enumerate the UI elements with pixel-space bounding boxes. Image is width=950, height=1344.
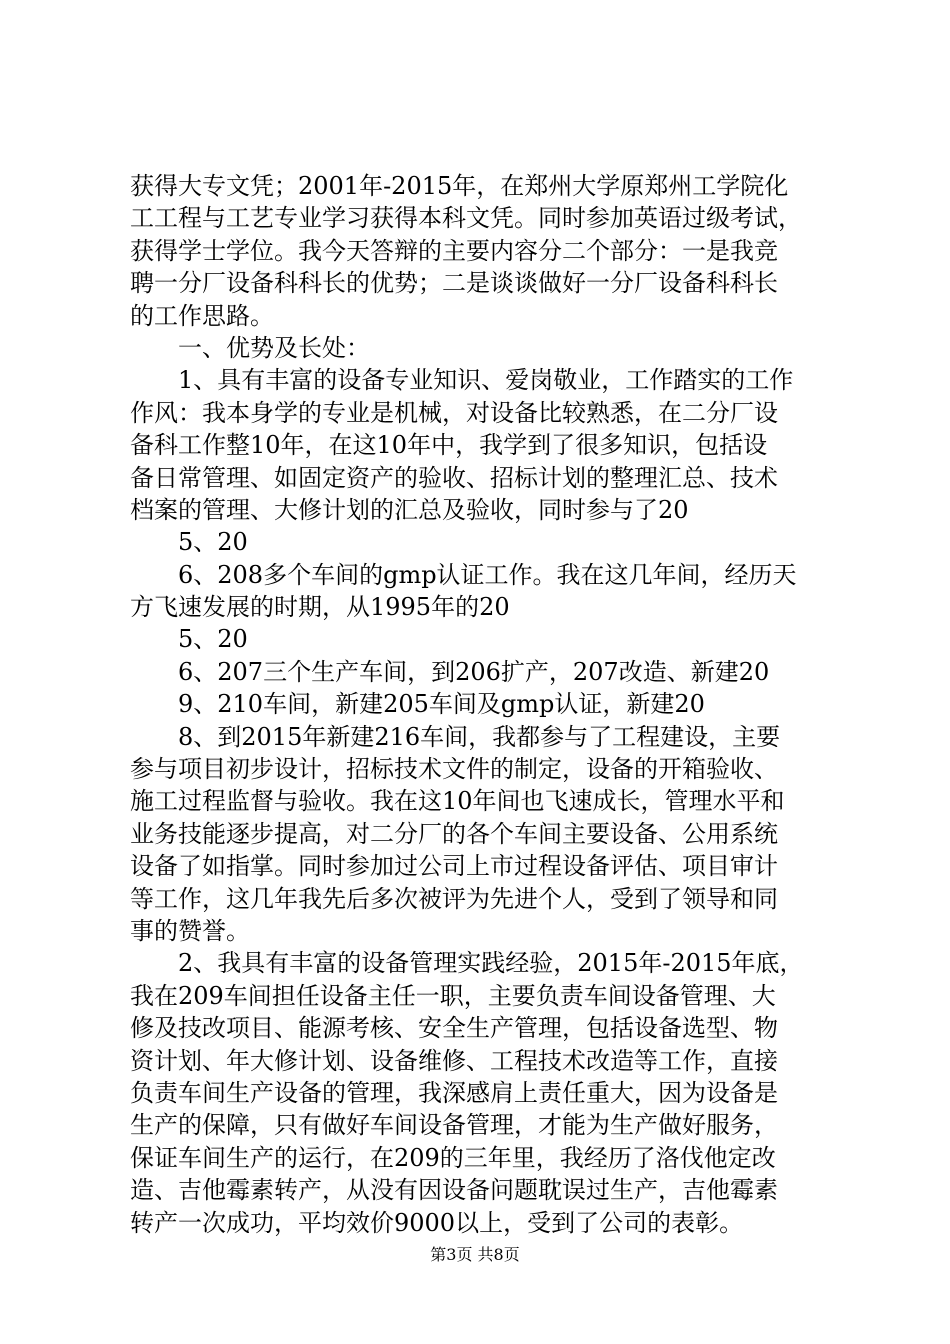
text-line: 备日常管理、如固定资产的验收、招标计划的整理汇总、技术 (130, 463, 778, 492)
text-line: 5、20 (178, 528, 248, 557)
text-line: 6、207三个生产车间，到206扩产，207改造、新建20 (178, 657, 770, 686)
text-line: 备科工作整10年，在这10年中，我学到了很多知识，包括设 (130, 431, 768, 460)
text-line: 获得学士学位。我今天答辩的主要内容分二个部分：一是我竞 (130, 236, 778, 265)
text-line: 设备了如指掌。同时参加过公司上市过程设备评估、项目审计 (130, 852, 778, 881)
text-line: 9、210车间，新建205车间及gmp认证，新建20 (178, 690, 705, 719)
text-line: 业务技能逐步提高，对二分厂的各个车间主要设备、公用系统 (130, 819, 778, 848)
text-line: 施工过程监督与验收。我在这10年间也飞速成长，管理水平和 (130, 787, 785, 816)
text-line: 方飞速发展的时期，从1995年的20 (130, 593, 510, 622)
text-line: 6、208多个车间的gmp认证工作。我在这几年间，经历天 (178, 560, 797, 589)
text-line: 事的赞誉。 (130, 916, 250, 945)
text-line: 等工作，这几年我先后多次被评为先进个人，受到了领导和同 (130, 884, 778, 913)
document-body (130, 170, 830, 1239)
text-line: 我在209车间担任设备主任一职，主要负责车间设备管理、大 (130, 981, 776, 1010)
page-footer: 第3页 共8页 (430, 1245, 520, 1264)
text-line: 5、20 (178, 625, 248, 654)
text-line: 转产一次成功，平均效价9000以上，受到了公司的表彰。 (130, 1208, 744, 1237)
text-line: 的工作思路。 (130, 301, 274, 330)
text-line: 获得大专文凭；2001年-2015年，在郑州大学原郑州工学院化 (130, 172, 789, 200)
text-line: 资计划、年大修计划、设备维修、工程技术改造等工作，直接 (130, 1046, 778, 1075)
text-line: 修及技改项目、能源考核、安全生产管理，包括设备选型、物 (130, 1014, 778, 1043)
text-line: 造、吉他霉素转产，从没有因设备问题耽误过生产，吉他霉素 (130, 1176, 778, 1205)
text-line: 2、我具有丰富的设备管理实践经验，2015年-2015年底， (178, 949, 804, 978)
text-line: 档案的管理、大修计划的汇总及验收，同时参与了20 (130, 495, 689, 524)
text-line: 负责车间生产设备的管理，我深感肩上责任重大，因为设备是 (130, 1078, 778, 1107)
text-line: 1、具有丰富的设备专业知识、爱岗敬业，工作踏实的工作 (178, 366, 794, 395)
text-line: 一、优势及长处： (178, 333, 370, 362)
text-line: 工工程与工艺专业学习获得本科文凭。同时参加英语过级考试， (130, 204, 802, 233)
text-line: 作风：我本身学的专业是机械，对设备比较熟悉，在二分厂设 (130, 398, 778, 427)
text-line: 参与项目初步设计，招标技术文件的制定，设备的开箱验收、 (130, 755, 778, 784)
text-line: 保证车间生产的运行，在209的三年里，我经历了洛伐他定改 (130, 1143, 776, 1172)
text-line: 聘一分厂设备科科长的优势；二是谈谈做好一分厂设备科科长 (130, 269, 778, 298)
text-line: 生产的保障，只有做好车间设备管理，才能为生产做好服务， (130, 1111, 778, 1140)
text-line: 8、到2015年新建216车间，我都参与了工程建设，主要 (178, 722, 781, 751)
